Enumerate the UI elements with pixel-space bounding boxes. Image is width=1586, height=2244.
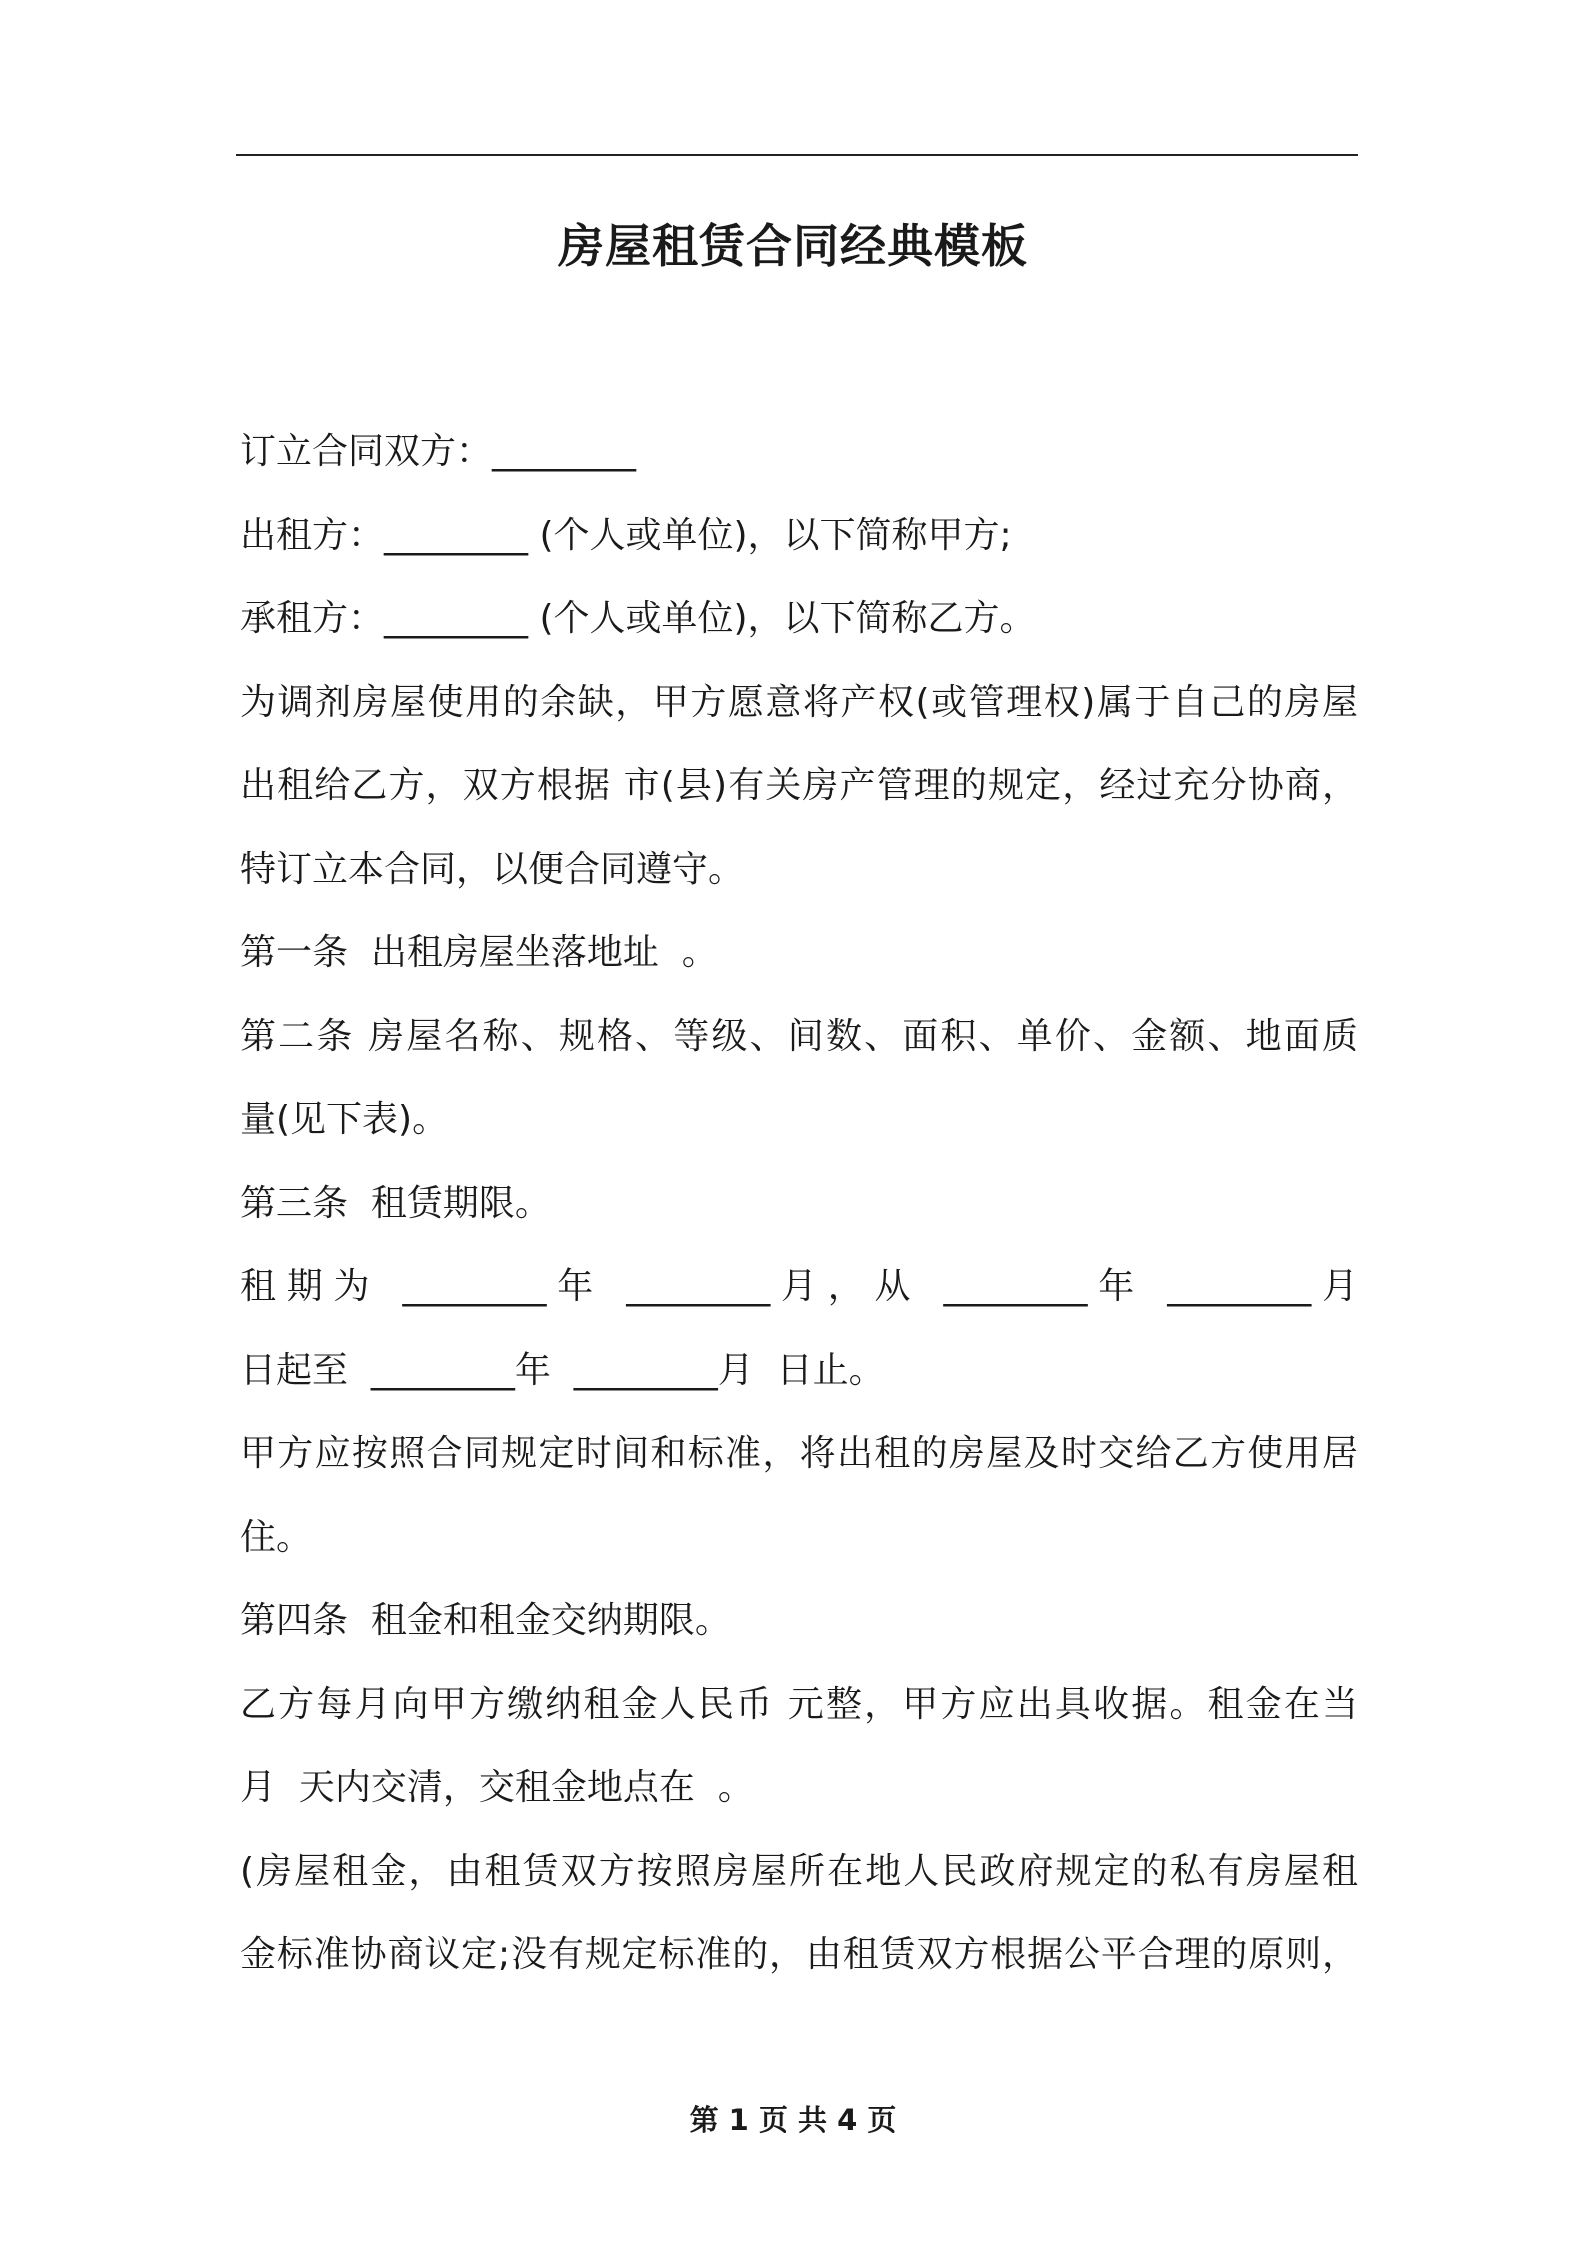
text-line: (房屋租金，由租赁双方按照房屋所在地人民政府规定的私有房屋租 (240, 1850, 1358, 1892)
text-line: 第四条 租金和租金交纳期限。 (240, 1600, 731, 1641)
text-line: 金标准协商议定;没有规定标准的，由租赁双方根据公平合理的原则， (240, 1934, 1358, 1975)
text-line: 为调剂房屋使用的余缺，甲方愿意将产权(或管理权)属于自己的房屋 (240, 681, 1358, 723)
text-line: 租期为 ________年 ________月，从 ________年 ________月 (240, 1266, 1358, 1307)
text-line: 甲方应按照合同规定时间和标准，将出租的房屋及时交给乙方使用居 (240, 1433, 1358, 1474)
text-line: 月 天内交清，交租金地点在 。 (240, 1767, 754, 1808)
text-line: 出租方：________ (个人或单位)，以下简称甲方; (240, 514, 1012, 556)
text-line: 出租给乙方，双方根据 市(县)有关房产管理的规定，经过充分协商， (240, 765, 1358, 806)
document-body (240, 410, 1358, 1997)
document-title: 房屋租赁合同经典模板 (558, 219, 1028, 273)
header-rule (236, 154, 1358, 156)
text-line: 住。 (240, 1516, 313, 1558)
text-line: 第一条 出租房屋坐落地址 。 (240, 932, 718, 973)
text-line: 第二条 房屋名称、规格、等级、间数、面积、单价、金额、地面质 (240, 1015, 1358, 1057)
text-line: 承租方：________ (个人或单位)，以下简称乙方。 (240, 598, 1036, 639)
text-line: 特订立本合同，以便合同遵守。 (240, 848, 745, 890)
text-line: 第三条 租赁期限。 (240, 1182, 551, 1224)
page-number: 第 1 页 共 4 页 (689, 2103, 897, 2137)
text-line: 订立合同双方：________ (240, 431, 637, 472)
text-line: 乙方每月向甲方缴纳租金人民币 元整，甲方应出具收据。租金在当 (240, 1683, 1358, 1725)
text-line: 日起至 ________年 ________月 日止。 (240, 1349, 885, 1391)
text-line: 量(见下表)。 (240, 1099, 449, 1140)
